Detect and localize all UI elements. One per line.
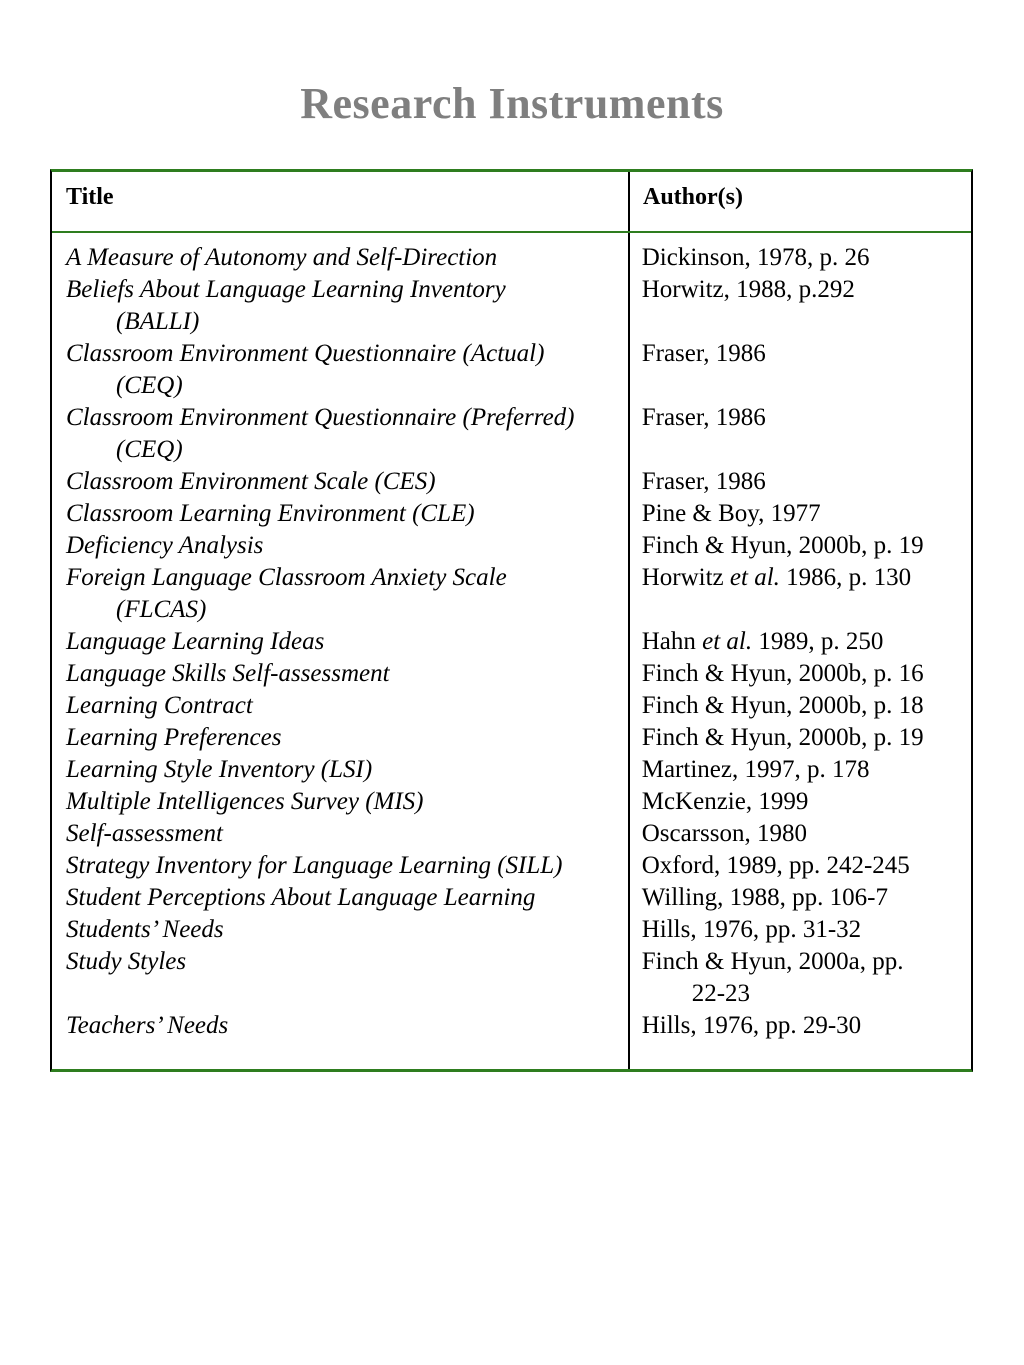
instrument-author: [627, 946, 971, 1010]
instrument-title-line: Classroom Environment Scale (CES): [66, 468, 436, 495]
table-row: [52, 530, 971, 562]
instrument-title-line: Multiple Intelligences Survey (MIS): [66, 788, 424, 815]
author-text: Finch & Hyun, 2000b, p. 18: [641, 692, 924, 719]
table-row: [52, 274, 971, 338]
table-row: [52, 914, 971, 946]
author-text: Fraser, 1986: [641, 340, 766, 367]
instrument-author: [627, 498, 971, 530]
instrument-title-line: Classroom Environment Questionnaire (Preferred): [66, 404, 575, 431]
instrument-title: [52, 338, 627, 402]
instrument-title-line: (CEQ): [116, 436, 183, 463]
instrument-title-line: Teachers’ Needs: [66, 1012, 229, 1039]
instrument-author: [627, 882, 971, 914]
instrument-title-line: Classroom Learning Environment (CLE): [66, 500, 475, 527]
instrument-author: [627, 690, 971, 722]
instrument-title: [52, 754, 627, 786]
table-row: [52, 466, 971, 498]
instrument-author: [627, 274, 971, 338]
author-text: Fraser, 1986: [641, 404, 766, 431]
author-text: Finch & Hyun, 2000b, p. 19: [641, 724, 924, 751]
header-authors: Author(s): [643, 184, 743, 210]
instrument-title-line: Student Perceptions About Language Learning: [66, 884, 536, 911]
instrument-title-line: Language Learning Ideas: [66, 628, 325, 655]
author-text: Hahn: [641, 628, 703, 655]
author-text: Fraser, 1986: [641, 468, 766, 495]
instrument-author: [627, 722, 971, 754]
instrument-author: [627, 754, 971, 786]
instrument-title: [52, 882, 627, 914]
instrument-title-line: Language Skills Self-assessment: [66, 660, 390, 687]
author-text: McKenzie, 1999: [641, 788, 809, 815]
instrument-title: [52, 818, 627, 850]
author-text: 1986, p. 130: [779, 564, 912, 591]
author-text: Dickinson, 1978, p. 26: [641, 244, 870, 271]
instrument-title-line: Deficiency Analysis: [66, 532, 264, 559]
author-text: Oscarsson, 1980: [641, 820, 807, 847]
table-header-row: [52, 172, 971, 233]
author-text: Horwitz, 1988, p.292: [641, 276, 855, 303]
instrument-title-line: (BALLI): [116, 308, 200, 335]
instrument-title: [52, 402, 627, 466]
author-text: 1989, p. 250: [752, 628, 884, 655]
instrument-title: [52, 690, 627, 722]
instrument-title: [52, 658, 627, 690]
instrument-title: [52, 914, 627, 946]
instrument-author: [627, 562, 971, 626]
instrument-author: [627, 338, 971, 402]
instrument-title-line: (CEQ): [116, 372, 183, 399]
table-body: [52, 242, 971, 1042]
author-text: Finch & Hyun, 2000b, p. 16: [641, 660, 924, 687]
table-row: [52, 882, 971, 914]
instrument-title-line: A Measure of Autonomy and Self-Direction: [66, 244, 498, 271]
author-text: Horwitz: [641, 564, 730, 591]
page-title: Research Instruments: [300, 79, 724, 128]
instrument-title: [52, 274, 627, 338]
instrument-title: [52, 498, 627, 530]
research-instruments-table: [50, 169, 973, 1072]
instrument-author: [627, 850, 971, 882]
author-text: et al.: [702, 628, 753, 655]
instrument-author: [627, 530, 971, 562]
author-line: 22-23: [691, 980, 751, 1007]
instrument-title-line: Foreign Language Classroom Anxiety Scale: [66, 564, 507, 591]
table-row: [52, 786, 971, 818]
instrument-author: [627, 786, 971, 818]
table-row: [52, 754, 971, 786]
instrument-title-line: Study Styles: [66, 948, 187, 975]
instrument-title: [52, 562, 627, 626]
author-text: Martinez, 1997, p. 178: [641, 756, 870, 783]
table-row: [52, 498, 971, 530]
instrument-title: [52, 1010, 627, 1042]
instrument-title: [52, 722, 627, 754]
instrument-title: [52, 242, 627, 274]
instrument-title: [52, 466, 627, 498]
author-text: Finch & Hyun, 2000b, p. 19: [641, 532, 924, 559]
instrument-title: [52, 946, 627, 1010]
table-row: [52, 338, 971, 402]
instrument-author: [627, 818, 971, 850]
table-row: [52, 242, 971, 274]
instrument-title: [52, 626, 627, 658]
table-row: [52, 690, 971, 722]
instrument-title-line: Classroom Environment Questionnaire (Actual): [66, 340, 545, 367]
instrument-title-line: Learning Contract: [66, 692, 253, 719]
instrument-author: [627, 466, 971, 498]
instrument-author: [627, 914, 971, 946]
instrument-title-line: Learning Style Inventory (LSI): [66, 756, 373, 783]
table-row: [52, 722, 971, 754]
instrument-author: [627, 242, 971, 274]
instrument-title-line: Learning Preferences: [66, 724, 282, 751]
table-row: [52, 850, 971, 882]
author-text: Oxford, 1989, pp. 242-245: [641, 852, 910, 879]
author-text: Willing, 1988, pp. 106-7: [641, 884, 888, 911]
instrument-title: [52, 786, 627, 818]
instrument-title: [52, 850, 627, 882]
table-row: [52, 1010, 971, 1042]
instrument-author: [627, 626, 971, 658]
table-row: [52, 818, 971, 850]
table-row: [52, 562, 971, 626]
table-row: [52, 946, 971, 1010]
instrument-title-line: Beliefs About Language Learning Inventory: [66, 276, 506, 303]
instrument-title: [52, 530, 627, 562]
instrument-title-line: (FLCAS): [116, 596, 207, 623]
author-text: Hills, 1976, pp. 29-30: [641, 1012, 862, 1039]
author-text: Hills, 1976, pp. 31-32: [641, 916, 862, 943]
instrument-author: [627, 1010, 971, 1042]
instrument-author: [627, 402, 971, 466]
header-title: Title: [66, 184, 114, 210]
author-text: Pine & Boy, 1977: [641, 500, 821, 527]
author-text: et al.: [729, 564, 780, 591]
instrument-title-line: Self-assessment: [66, 820, 223, 847]
table-row: [52, 658, 971, 690]
instrument-author: [627, 658, 971, 690]
instrument-title-line: Students’ Needs: [66, 916, 224, 943]
author-line: Finch & Hyun, 2000a, pp.: [641, 948, 904, 975]
table-row: [52, 626, 971, 658]
table-row: [52, 402, 971, 466]
instrument-title-line: Strategy Inventory for Language Learning (SILL): [66, 852, 563, 879]
